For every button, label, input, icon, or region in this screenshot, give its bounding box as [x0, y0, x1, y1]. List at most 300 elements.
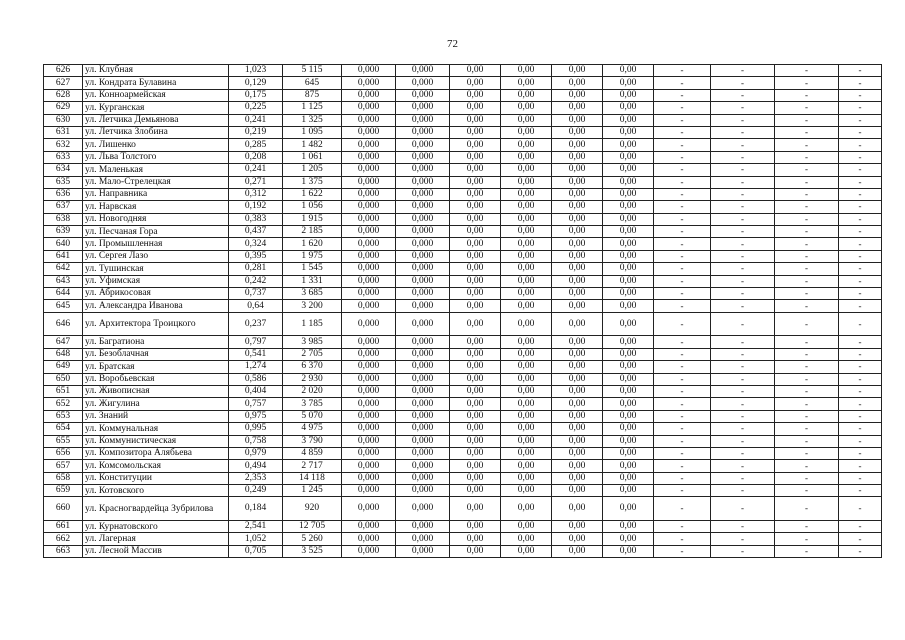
value-cell: - — [839, 545, 882, 557]
value-cell: 0,00 — [501, 348, 552, 360]
value-cell: - — [711, 164, 775, 176]
value-cell: - — [775, 521, 839, 533]
value-cell: - — [654, 201, 711, 213]
value-cell: - — [839, 423, 882, 435]
value-cell: 0,000 — [342, 288, 396, 300]
value-cell: 0,000 — [342, 275, 396, 287]
value-cell: 0,000 — [396, 263, 450, 275]
table-row — [44, 460, 882, 472]
value-cell: 0,00 — [603, 336, 654, 348]
value-cell: - — [775, 312, 839, 336]
value-cell: - — [654, 151, 711, 163]
value-cell: 0,000 — [396, 385, 450, 397]
value-cell: - — [711, 176, 775, 188]
value-cell: 0,00 — [450, 373, 501, 385]
value-cell: 0,00 — [450, 497, 501, 521]
value-cell: 0,000 — [396, 201, 450, 213]
value-cell: 0,000 — [396, 102, 450, 114]
value-cell: 0,00 — [501, 226, 552, 238]
value-cell: 0,00 — [603, 460, 654, 472]
table-row — [44, 250, 882, 262]
value-cell: 0,00 — [450, 139, 501, 151]
street-name-cell: ул. Курнатовского — [83, 521, 229, 533]
value-cell: - — [775, 485, 839, 497]
value-cell: - — [775, 410, 839, 422]
value-cell: - — [839, 472, 882, 484]
value-cell: 0,00 — [501, 533, 552, 545]
value-cell: - — [711, 263, 775, 275]
value-cell: - — [775, 348, 839, 360]
street-name-cell: ул. Клубная — [83, 65, 229, 77]
table-row — [44, 263, 882, 275]
value-cell: 0,000 — [396, 497, 450, 521]
row-number-cell: 628 — [44, 89, 83, 101]
table-row — [44, 176, 882, 188]
value-cell: 0,00 — [450, 250, 501, 262]
value-cell: - — [654, 485, 711, 497]
value-cell: - — [711, 213, 775, 225]
table-row — [44, 361, 882, 373]
value-cell: 0,00 — [552, 300, 603, 312]
value-cell: 0,00 — [603, 201, 654, 213]
value-cell: 0,00 — [552, 213, 603, 225]
street-name-cell: ул. Тушинская — [83, 263, 229, 275]
value-cell: 0,00 — [501, 102, 552, 114]
value-cell: 0,758 — [229, 435, 283, 447]
value-cell: - — [654, 348, 711, 360]
value-cell: 0,237 — [229, 312, 283, 336]
row-number-cell: 648 — [44, 348, 83, 360]
table-row — [44, 151, 882, 163]
value-cell: - — [839, 139, 882, 151]
value-cell: 1 056 — [283, 201, 342, 213]
value-cell: 0,00 — [603, 250, 654, 262]
row-number-cell: 647 — [44, 336, 83, 348]
value-cell: 0,00 — [501, 288, 552, 300]
value-cell: 0,000 — [396, 545, 450, 557]
value-cell: 0,995 — [229, 423, 283, 435]
value-cell: 0,00 — [552, 77, 603, 89]
value-cell: 0,000 — [396, 521, 450, 533]
value-cell: 2,353 — [229, 472, 283, 484]
value-cell: 0,192 — [229, 201, 283, 213]
value-cell: 0,000 — [342, 164, 396, 176]
value-cell: - — [839, 348, 882, 360]
value-cell: - — [711, 126, 775, 138]
value-cell: 0,312 — [229, 188, 283, 200]
table-row — [44, 238, 882, 250]
value-cell: 0,00 — [603, 435, 654, 447]
value-cell: 0,494 — [229, 460, 283, 472]
street-name-cell: ул. Багратиона — [83, 336, 229, 348]
street-name-cell: ул. Уфимская — [83, 275, 229, 287]
value-cell: 0,00 — [603, 533, 654, 545]
value-cell: 0,000 — [396, 275, 450, 287]
value-cell: - — [654, 361, 711, 373]
table-body — [44, 65, 882, 558]
street-name-cell: ул. Конституции — [83, 472, 229, 484]
table-row — [44, 89, 882, 101]
value-cell: 2 930 — [283, 373, 342, 385]
table-row — [44, 545, 882, 557]
value-cell: 1 620 — [283, 238, 342, 250]
value-cell: 0,00 — [450, 385, 501, 397]
value-cell: - — [775, 533, 839, 545]
value-cell: - — [654, 288, 711, 300]
value-cell: 0,00 — [450, 275, 501, 287]
value-cell: 0,00 — [552, 545, 603, 557]
value-cell: - — [775, 176, 839, 188]
value-cell: - — [775, 213, 839, 225]
value-cell: 0,00 — [450, 102, 501, 114]
value-cell: 2 020 — [283, 385, 342, 397]
value-cell: 0,000 — [342, 385, 396, 397]
value-cell: 4 859 — [283, 447, 342, 459]
value-cell: 1 095 — [283, 126, 342, 138]
value-cell: 0,00 — [552, 164, 603, 176]
value-cell: 0,00 — [450, 114, 501, 126]
value-cell: 0,000 — [342, 497, 396, 521]
street-name-cell: ул. Воробьевская — [83, 373, 229, 385]
value-cell: 0,00 — [603, 521, 654, 533]
value-cell: 0,00 — [552, 114, 603, 126]
value-cell: 0,000 — [396, 472, 450, 484]
value-cell: 0,00 — [450, 164, 501, 176]
value-cell: - — [654, 300, 711, 312]
value-cell: 0,000 — [396, 89, 450, 101]
value-cell: 0,000 — [396, 373, 450, 385]
value-cell: 0,00 — [501, 361, 552, 373]
value-cell: 0,000 — [396, 65, 450, 77]
row-number-cell: 640 — [44, 238, 83, 250]
value-cell: 0,00 — [501, 497, 552, 521]
row-number-cell: 642 — [44, 263, 83, 275]
value-cell: 0,00 — [603, 238, 654, 250]
value-cell: 0,000 — [342, 447, 396, 459]
value-cell: 0,00 — [501, 201, 552, 213]
value-cell: - — [711, 250, 775, 262]
value-cell: 0,000 — [396, 348, 450, 360]
value-cell: 0,979 — [229, 447, 283, 459]
value-cell: 0,000 — [396, 288, 450, 300]
value-cell: - — [775, 497, 839, 521]
value-cell: - — [654, 521, 711, 533]
street-name-cell: ул. Сергея Лазо — [83, 250, 229, 262]
row-number-cell: 652 — [44, 398, 83, 410]
row-number-cell: 650 — [44, 373, 83, 385]
value-cell: - — [711, 410, 775, 422]
value-cell: - — [775, 65, 839, 77]
value-cell: - — [839, 250, 882, 262]
value-cell: 0,00 — [501, 545, 552, 557]
value-cell: - — [654, 126, 711, 138]
value-cell: 0,00 — [501, 275, 552, 287]
value-cell: 0,000 — [342, 423, 396, 435]
value-cell: 0,00 — [603, 65, 654, 77]
value-cell: 0,00 — [450, 423, 501, 435]
value-cell: - — [775, 336, 839, 348]
value-cell: 0,00 — [501, 485, 552, 497]
value-cell: - — [654, 89, 711, 101]
row-number-cell: 659 — [44, 485, 83, 497]
value-cell: 0,00 — [552, 65, 603, 77]
value-cell: 0,000 — [342, 472, 396, 484]
value-cell: 0,00 — [603, 275, 654, 287]
value-cell: 0,000 — [342, 348, 396, 360]
table-row — [44, 77, 882, 89]
value-cell: 0,00 — [603, 300, 654, 312]
value-cell: 0,00 — [501, 188, 552, 200]
value-cell: 0,00 — [501, 139, 552, 151]
value-cell: 0,00 — [603, 102, 654, 114]
value-cell: 0,000 — [342, 435, 396, 447]
value-cell: 0,184 — [229, 497, 283, 521]
value-cell: - — [711, 423, 775, 435]
table-row — [44, 485, 882, 497]
value-cell: 2 185 — [283, 226, 342, 238]
table-row — [44, 213, 882, 225]
value-cell: 3 200 — [283, 300, 342, 312]
value-cell: - — [654, 275, 711, 287]
street-name-cell: ул. Маленькая — [83, 164, 229, 176]
value-cell: 3 790 — [283, 435, 342, 447]
value-cell: - — [839, 300, 882, 312]
value-cell: 0,000 — [396, 361, 450, 373]
value-cell: 0,00 — [603, 361, 654, 373]
value-cell: 0,000 — [396, 533, 450, 545]
value-cell: 0,000 — [396, 188, 450, 200]
value-cell: 0,00 — [552, 238, 603, 250]
value-cell: - — [839, 485, 882, 497]
value-cell: 0,00 — [603, 545, 654, 557]
value-cell: - — [839, 102, 882, 114]
value-cell: 0,00 — [450, 410, 501, 422]
value-cell: - — [654, 373, 711, 385]
street-name-cell: ул. Знаний — [83, 410, 229, 422]
table-row — [44, 373, 882, 385]
row-number-cell: 636 — [44, 188, 83, 200]
value-cell: 0,541 — [229, 348, 283, 360]
value-cell: 0,000 — [342, 89, 396, 101]
value-cell: - — [839, 89, 882, 101]
value-cell: - — [711, 188, 775, 200]
value-cell: - — [839, 275, 882, 287]
value-cell: 0,000 — [342, 77, 396, 89]
value-cell: - — [654, 336, 711, 348]
value-cell: - — [711, 485, 775, 497]
table-row — [44, 126, 882, 138]
value-cell: 0,00 — [450, 188, 501, 200]
value-cell: - — [775, 385, 839, 397]
value-cell: 0,175 — [229, 89, 283, 101]
value-cell: 0,281 — [229, 263, 283, 275]
value-cell: 0,000 — [342, 263, 396, 275]
value-cell: - — [711, 385, 775, 397]
row-number-cell: 639 — [44, 226, 83, 238]
table-row — [44, 398, 882, 410]
value-cell: - — [711, 238, 775, 250]
street-name-cell: ул. Живописная — [83, 385, 229, 397]
value-cell: - — [775, 398, 839, 410]
value-cell: 0,00 — [603, 373, 654, 385]
value-cell: - — [654, 385, 711, 397]
value-cell: 0,000 — [342, 226, 396, 238]
value-cell: 0,00 — [450, 398, 501, 410]
value-cell: 0,129 — [229, 77, 283, 89]
value-cell: 0,000 — [396, 300, 450, 312]
row-number-cell: 633 — [44, 151, 83, 163]
value-cell: - — [711, 65, 775, 77]
value-cell: 0,00 — [552, 521, 603, 533]
value-cell: 0,00 — [552, 485, 603, 497]
value-cell: 0,00 — [501, 385, 552, 397]
row-number-cell: 643 — [44, 275, 83, 287]
value-cell: - — [711, 77, 775, 89]
value-cell: - — [839, 151, 882, 163]
value-cell: - — [711, 336, 775, 348]
value-cell: 0,000 — [396, 164, 450, 176]
street-name-cell: ул. Безоблачная — [83, 348, 229, 360]
value-cell: - — [775, 201, 839, 213]
value-cell: 0,00 — [450, 521, 501, 533]
value-cell: 0,00 — [450, 176, 501, 188]
value-cell: 0,00 — [450, 361, 501, 373]
value-cell: - — [654, 447, 711, 459]
value-cell: 0,00 — [450, 348, 501, 360]
table-row — [44, 188, 882, 200]
value-cell: - — [711, 226, 775, 238]
value-cell: - — [775, 460, 839, 472]
value-cell: 0,00 — [501, 65, 552, 77]
value-cell: - — [839, 312, 882, 336]
row-number-cell: 649 — [44, 361, 83, 373]
value-cell: - — [711, 447, 775, 459]
row-number-cell: 641 — [44, 250, 83, 262]
data-table — [43, 64, 882, 558]
value-cell: - — [711, 300, 775, 312]
row-number-cell: 629 — [44, 102, 83, 114]
value-cell: 0,00 — [501, 435, 552, 447]
table-row — [44, 288, 882, 300]
row-number-cell: 630 — [44, 114, 83, 126]
value-cell: 0,00 — [552, 139, 603, 151]
value-cell: - — [775, 164, 839, 176]
value-cell: 0,241 — [229, 114, 283, 126]
value-cell: 0,249 — [229, 485, 283, 497]
value-cell: 0,00 — [501, 126, 552, 138]
value-cell: 0,395 — [229, 250, 283, 262]
table-row — [44, 164, 882, 176]
value-cell: 0,00 — [501, 300, 552, 312]
value-cell: - — [839, 77, 882, 89]
value-cell: 0,00 — [552, 312, 603, 336]
value-cell: 0,00 — [603, 312, 654, 336]
value-cell: 0,00 — [552, 250, 603, 262]
value-cell: - — [775, 102, 839, 114]
value-cell: 0,00 — [603, 410, 654, 422]
value-cell: 0,00 — [552, 361, 603, 373]
value-cell: - — [711, 89, 775, 101]
value-cell: - — [775, 226, 839, 238]
street-name-cell: ул. Композитора Алябьева — [83, 447, 229, 459]
value-cell: 0,000 — [396, 447, 450, 459]
value-cell: 0,000 — [342, 213, 396, 225]
value-cell: 0,00 — [501, 114, 552, 126]
value-cell: 0,00 — [450, 447, 501, 459]
value-cell: 0,000 — [342, 176, 396, 188]
value-cell: - — [711, 201, 775, 213]
value-cell: 1 185 — [283, 312, 342, 336]
value-cell: - — [775, 472, 839, 484]
value-cell: 0,000 — [396, 435, 450, 447]
value-cell: 0,00 — [450, 336, 501, 348]
value-cell: - — [775, 435, 839, 447]
value-cell: - — [711, 472, 775, 484]
value-cell: - — [839, 385, 882, 397]
value-cell: - — [654, 472, 711, 484]
table-row — [44, 65, 882, 77]
table-row — [44, 336, 882, 348]
value-cell: - — [839, 447, 882, 459]
value-cell: 0,00 — [552, 423, 603, 435]
value-cell: 0,000 — [342, 410, 396, 422]
value-cell: 0,00 — [450, 226, 501, 238]
row-number-cell: 632 — [44, 139, 83, 151]
value-cell: - — [839, 226, 882, 238]
row-number-cell: 656 — [44, 447, 83, 459]
value-cell: 0,00 — [501, 336, 552, 348]
value-cell: - — [839, 497, 882, 521]
value-cell: - — [711, 373, 775, 385]
value-cell: 0,00 — [450, 288, 501, 300]
street-name-cell: ул. Летчика Демьянова — [83, 114, 229, 126]
value-cell: 5 115 — [283, 65, 342, 77]
value-cell: - — [654, 460, 711, 472]
street-name-cell: ул. Песчаная Гора — [83, 226, 229, 238]
value-cell: 0,000 — [396, 77, 450, 89]
row-number-cell: 627 — [44, 77, 83, 89]
value-cell: - — [775, 275, 839, 287]
value-cell: 0,00 — [603, 176, 654, 188]
value-cell: - — [839, 373, 882, 385]
value-cell: 0,00 — [450, 460, 501, 472]
street-name-cell: ул. Лесной Массив — [83, 545, 229, 557]
value-cell: - — [711, 521, 775, 533]
value-cell: - — [839, 435, 882, 447]
value-cell: 1,023 — [229, 65, 283, 77]
value-cell: - — [839, 176, 882, 188]
street-name-cell: ул. Промышленная — [83, 238, 229, 250]
value-cell: 0,00 — [450, 65, 501, 77]
row-number-cell: 638 — [44, 213, 83, 225]
value-cell: 0,00 — [603, 213, 654, 225]
value-cell: - — [654, 435, 711, 447]
value-cell: 0,437 — [229, 226, 283, 238]
value-cell: 0,00 — [552, 151, 603, 163]
value-cell: 0,00 — [552, 447, 603, 459]
value-cell: 0,000 — [342, 398, 396, 410]
value-cell: 14 118 — [283, 472, 342, 484]
value-cell: 1 205 — [283, 164, 342, 176]
value-cell: 0,00 — [552, 201, 603, 213]
value-cell: 0,000 — [396, 336, 450, 348]
value-cell: 3 525 — [283, 545, 342, 557]
row-number-cell: 637 — [44, 201, 83, 213]
value-cell: 0,000 — [396, 410, 450, 422]
table-row — [44, 435, 882, 447]
value-cell: 0,00 — [603, 126, 654, 138]
value-cell: 0,00 — [603, 114, 654, 126]
